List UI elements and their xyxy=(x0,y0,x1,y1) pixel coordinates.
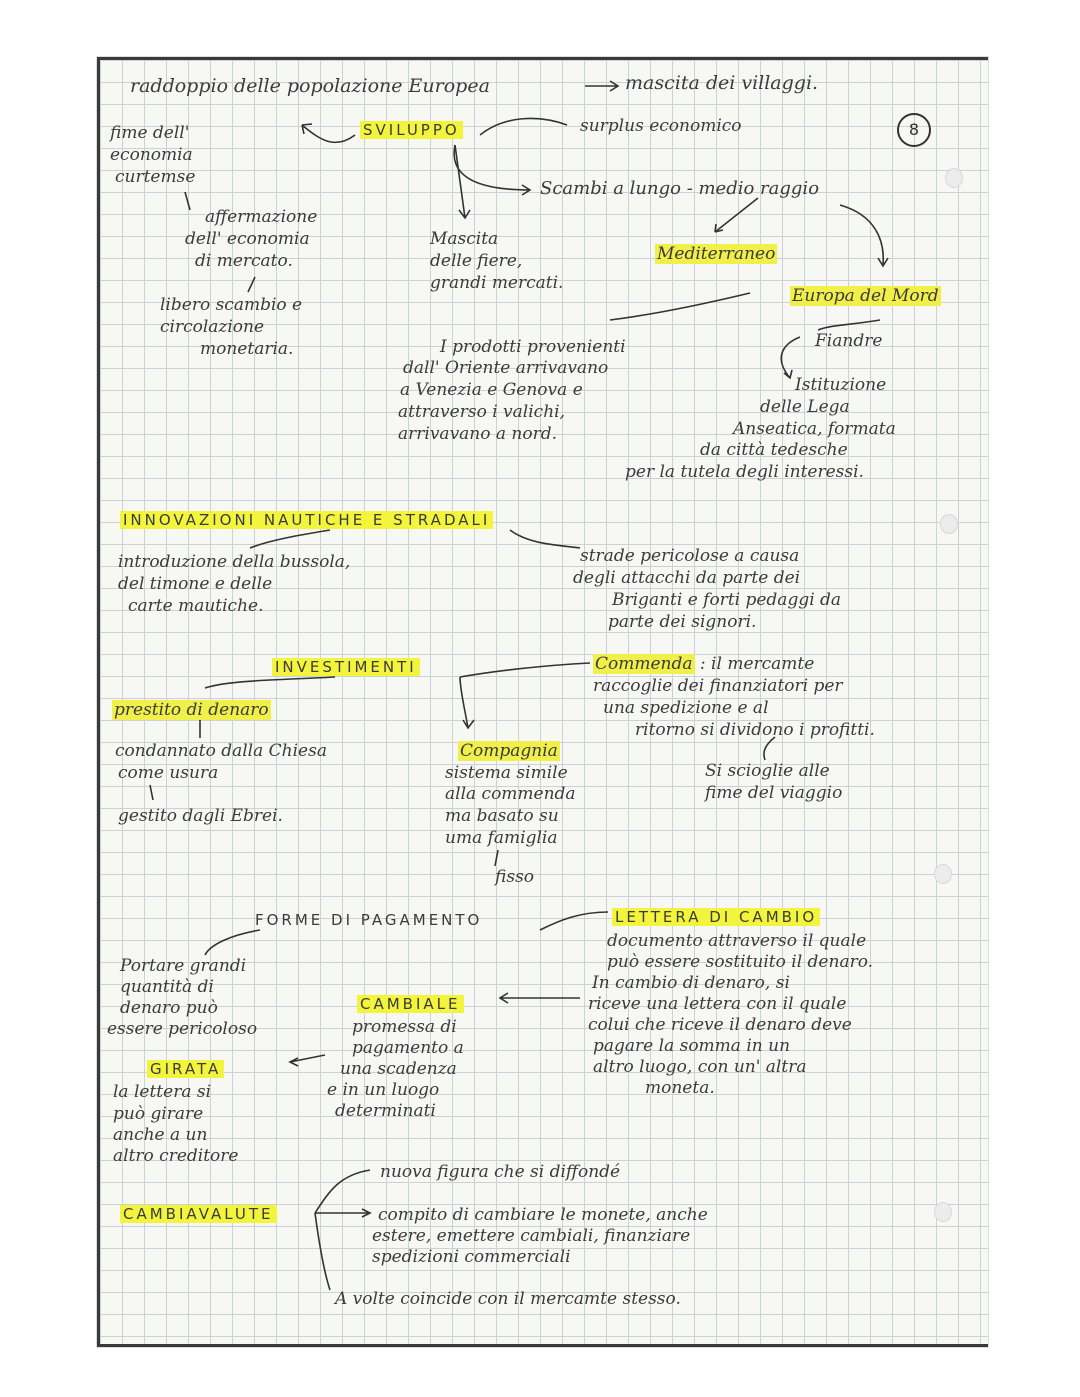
girata-line-3: anche a un xyxy=(113,1125,208,1145)
compagnia-label: Compagnia xyxy=(460,741,558,761)
arrow xyxy=(495,850,498,866)
arrow xyxy=(781,337,800,378)
prestito-label: prestito di denaro xyxy=(114,700,269,720)
fiandre-label: Fiandre xyxy=(815,331,883,351)
arrow xyxy=(302,124,355,142)
lettera-line-5: colui che riceve il denaro deve xyxy=(588,1015,852,1035)
nuova-figura-text: nuova figura che si diffondé xyxy=(380,1162,621,1182)
prodotti-line-5: arrivavano a nord. xyxy=(398,424,558,444)
arrow xyxy=(250,530,330,548)
page-number: 8 xyxy=(897,113,931,147)
arrow xyxy=(500,993,580,1003)
affermazione-line-1: affermazione xyxy=(205,207,318,227)
prodotti-line-1: I prodotti provenienti xyxy=(440,337,626,357)
arrow xyxy=(290,1055,325,1066)
cambiale-line-4: e in un luogo xyxy=(327,1080,440,1100)
arrow xyxy=(540,912,608,930)
arrow xyxy=(715,198,758,232)
arrow xyxy=(205,930,260,955)
arrow xyxy=(315,1213,330,1290)
mediterraneo-label: Mediterraneo xyxy=(657,244,776,264)
libero-line-1: libero scambio e xyxy=(160,295,303,315)
compito-line-3: spedizioni commerciali xyxy=(372,1247,571,1267)
arrow xyxy=(315,1170,370,1213)
arrow xyxy=(840,205,888,266)
affermazione-line-3: di mercato. xyxy=(195,251,293,271)
portare-line-1: Portare grandi xyxy=(120,956,247,976)
arrow xyxy=(460,663,590,677)
arrow xyxy=(185,192,190,210)
girata-line-1: la lettera si xyxy=(113,1082,212,1102)
innovazioni-right-2: degli attacchi da parte dei xyxy=(573,568,801,588)
compagnia-line-4: uma famiglia xyxy=(445,828,558,848)
fine-line-3: curtemse xyxy=(115,167,196,187)
commenda-line-2: raccoglie dei finanziatori per xyxy=(593,676,843,696)
arrow xyxy=(585,81,618,91)
lettera-line-3: In cambio di denaro, si xyxy=(592,973,790,993)
innovazioni-right-4: parte dei signori. xyxy=(608,612,757,632)
nascita-line-3: grandi mercati. xyxy=(430,273,564,293)
nascita-line-2: delle fiere, xyxy=(430,251,523,271)
prodotti-line-2: dall' Oriente arrivavano xyxy=(403,358,609,378)
scioglie-line-2: fime del viaggio xyxy=(705,783,843,803)
scioglie-line-1: Si scioglie alle xyxy=(705,761,830,781)
arrow xyxy=(480,118,567,135)
cambiale-line-3: una scadenza xyxy=(340,1059,457,1079)
girata-line-2: può girare xyxy=(113,1104,204,1124)
lega-line-3: Anseatica, formata xyxy=(733,419,896,439)
investimenti-title: INVESTIMENTI xyxy=(272,657,420,677)
portare-line-2: quantità di xyxy=(120,977,214,997)
commenda-line-3: una spedizione e al xyxy=(603,698,769,718)
arrow xyxy=(455,145,470,218)
innovazioni-right-3: Briganti e forti pedaggi da xyxy=(612,590,842,610)
surplus-text: surplus economico xyxy=(580,116,742,136)
condannato-line-2: come usura xyxy=(118,763,219,783)
nascita-line-1: Mascita xyxy=(430,229,499,249)
arrow xyxy=(460,677,474,728)
arrow xyxy=(510,530,580,548)
arrow xyxy=(818,320,880,330)
fine-line-1: fime dell' xyxy=(110,123,190,143)
libero-line-2: circolazione xyxy=(160,317,265,337)
affermazione-line-2: dell' economia xyxy=(185,229,310,249)
cambiavalute-title: CAMBIAVALUTE xyxy=(120,1204,277,1224)
lettera-line-1: documento attraverso il quale xyxy=(607,931,867,951)
cambiale-line-1: promessa di xyxy=(352,1017,457,1037)
compagnia-line-1: sistema simile xyxy=(445,763,568,783)
gestito-text: gestito dagli Ebrei. xyxy=(118,806,283,826)
prodotti-line-4: attraverso i valichi, xyxy=(398,402,565,422)
villages-text: mascita dei villaggi. xyxy=(625,72,819,94)
girata-title: GIRATA xyxy=(147,1059,224,1079)
lettera-line-4: riceve una lettera con il quale xyxy=(588,994,847,1014)
portare-line-3: denaro può xyxy=(120,998,218,1018)
cambiale-line-5: determinati xyxy=(335,1101,436,1121)
arrow xyxy=(315,1209,370,1217)
pagamento-title: FORME DI PAGAMENTO xyxy=(255,911,483,929)
fisso-text: fisso xyxy=(495,867,535,887)
arrow xyxy=(610,293,750,320)
prodotti-line-3: a Venezia e Genova e xyxy=(400,380,583,400)
lettera-line-7: altro luogo, con un' altra xyxy=(593,1057,807,1077)
condannato-line-1: condannato dalla Chiesa xyxy=(115,741,327,761)
sviluppo-title: SVILUPPO xyxy=(360,120,463,140)
europa-nord-label: Europa del Mord xyxy=(792,286,939,306)
cambiale-line-2: pagamento a xyxy=(352,1038,464,1058)
arrow xyxy=(454,145,530,195)
arrow xyxy=(150,785,153,800)
population-text: raddoppio delle popolazione Europea xyxy=(130,75,490,97)
lettera-line-2: può essere sostituito il denaro. xyxy=(607,952,874,972)
fine-line-2: economia xyxy=(110,145,193,165)
cambiale-title: CAMBIALE xyxy=(357,994,464,1014)
lettera-title: LETTERA DI CAMBIO xyxy=(612,907,820,927)
arrow xyxy=(205,677,335,688)
innovazioni-left-2: del timone e delle xyxy=(118,574,273,594)
compagnia-line-3: ma basato su xyxy=(445,806,559,826)
commenda-line-4: ritorno si dividono i profitti. xyxy=(635,720,875,740)
lega-line-5: per la tutela degli interessi. xyxy=(625,462,864,482)
volte-text: A volte coincide con il mercamte stesso. xyxy=(335,1289,681,1309)
innovazioni-left-3: carte mautiche. xyxy=(128,596,264,616)
lettera-line-6: pagare la somma in un xyxy=(593,1036,791,1056)
compagnia-line-2: alla commenda xyxy=(445,784,576,804)
libero-line-3: monetaria. xyxy=(200,339,294,359)
innovazioni-left-1: introduzione della bussola, xyxy=(118,552,351,572)
innovazioni-right-1: strade pericolose a causa xyxy=(580,546,800,566)
lettera-line-8: moneta. xyxy=(645,1078,715,1098)
commenda-line-1: Commenda : il mercamte xyxy=(595,654,815,674)
lega-line-2: delle Lega xyxy=(760,397,850,417)
lega-line-4: da città tedesche xyxy=(700,440,848,460)
compito-line-2: estere, emettere cambiali, finanziare xyxy=(372,1226,691,1246)
girata-line-4: altro creditore xyxy=(113,1146,239,1166)
compito-line-1: compito di cambiare le monete, anche xyxy=(378,1205,708,1225)
scambi-text: Scambi a lungo - medio raggio xyxy=(540,178,820,199)
portare-line-4: essere pericoloso xyxy=(107,1019,258,1039)
arrow xyxy=(248,277,255,292)
lega-line-1: Istituzione xyxy=(795,375,887,395)
innovazioni-title: INNOVAZIONI NAUTICHE E STRADALI xyxy=(120,510,493,530)
